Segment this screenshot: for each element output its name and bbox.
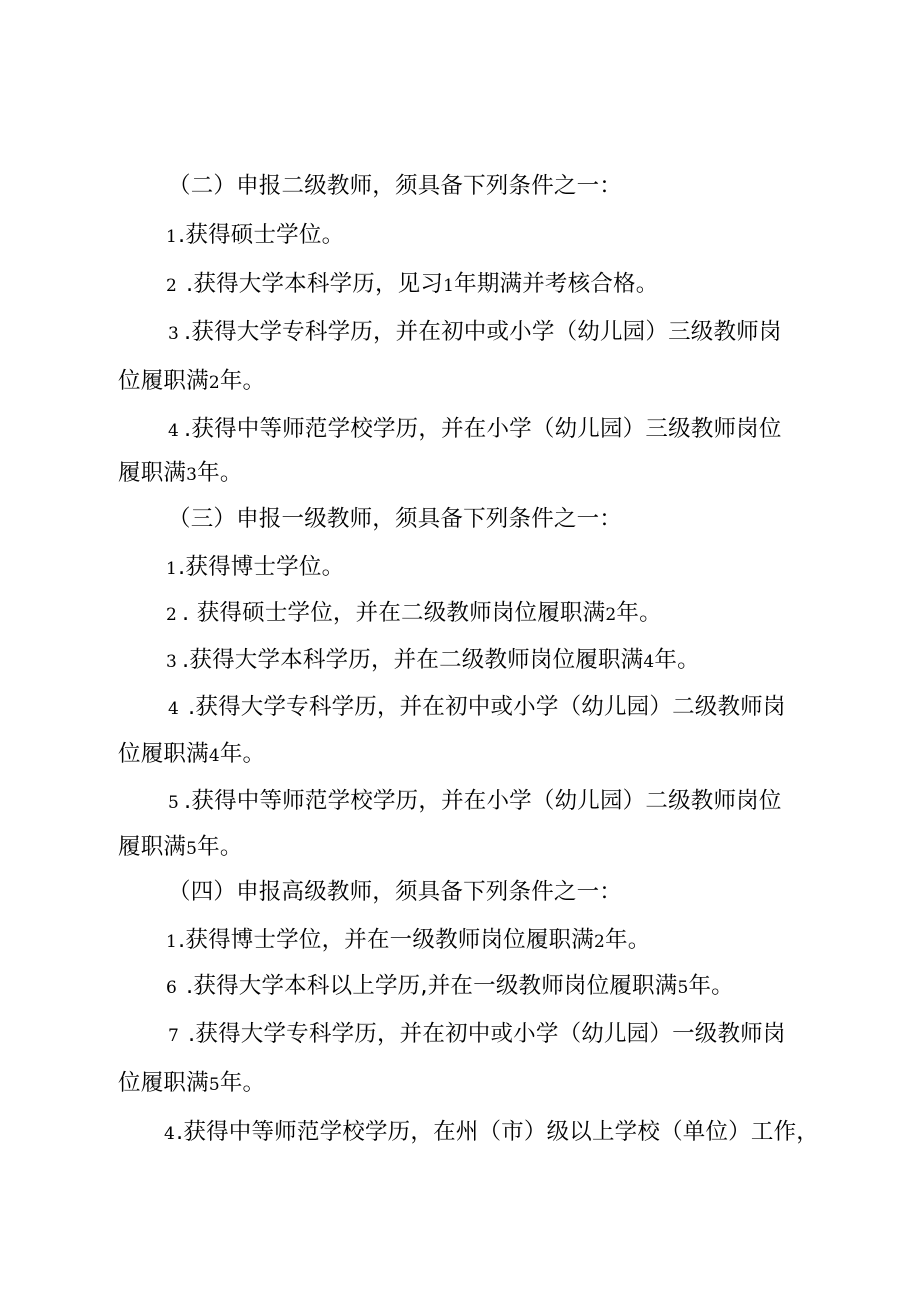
list-item: 4.获得中等师范学校学历，在州（市）级以上学校（单位）工作，	[164, 1119, 819, 1145]
list-item-continuation: 位履职满5年。	[118, 1070, 266, 1096]
item-number: 3	[166, 652, 178, 672]
item-number: 4	[168, 421, 180, 441]
list-item: 6 .获得大学本科以上学历,并在一级教师岗位履职满5年。	[166, 973, 734, 999]
item-number: 4	[168, 699, 180, 719]
item-number: 1	[166, 559, 178, 579]
list-item: 5 .获得中等师范学校学历，并在小学（幼儿园）二级教师岗位	[168, 788, 782, 814]
list-item-continuation: 位履职满4年。	[118, 741, 266, 767]
list-item: 3 .获得大学本科学历，并在二级教师岗位履职满4年。	[166, 647, 700, 673]
item-number: 1	[166, 227, 178, 247]
section-heading-2: （二）申报二级教师，须具备下列条件之一：	[168, 173, 623, 199]
section-heading-4: （四）申报高级教师，须具备下列条件之一：	[168, 879, 623, 905]
list-item: 2 . 获得硕士学位，并在二级教师岗位履职满2年。	[166, 600, 662, 626]
item-number: 6	[166, 978, 178, 998]
item-number: 3	[168, 324, 180, 344]
list-item: 2 .获得大学本科学历，见习1年期满并考核合格。	[166, 271, 659, 297]
item-number: 2	[166, 605, 178, 625]
list-item-continuation: 履职满3年。	[118, 460, 243, 486]
list-item: 4 .获得大学专科学历，并在初中或小学（幼儿园）二级教师岗	[168, 694, 786, 720]
item-number: 2	[166, 276, 178, 296]
list-item: 3 .获得大学专科学历，并在初中或小学（幼儿园）三级教师岗	[168, 319, 782, 345]
item-number: 1	[166, 932, 178, 952]
item-number: 5	[168, 793, 180, 813]
list-item: 1.获得博士学位。	[166, 554, 345, 580]
list-item-continuation: 位履职满2年。	[118, 368, 266, 394]
list-item: 1.获得硕士学位。	[166, 222, 345, 248]
list-item: 1.获得博士学位，并在一级教师岗位履职满2年。	[166, 927, 651, 953]
item-number: 4	[164, 1124, 176, 1144]
list-item: 4 .获得中等师范学校学历，并在小学（幼儿园）三级教师岗位	[168, 416, 782, 442]
item-number: 7	[168, 1026, 180, 1046]
section-heading-3: （三）申报一级教师，须具备下列条件之一：	[168, 506, 623, 532]
list-item: 7 .获得大学专科学历，并在初中或小学（幼儿园）一级教师岗	[168, 1021, 786, 1047]
list-item-continuation: 履职满5年。	[118, 834, 243, 860]
